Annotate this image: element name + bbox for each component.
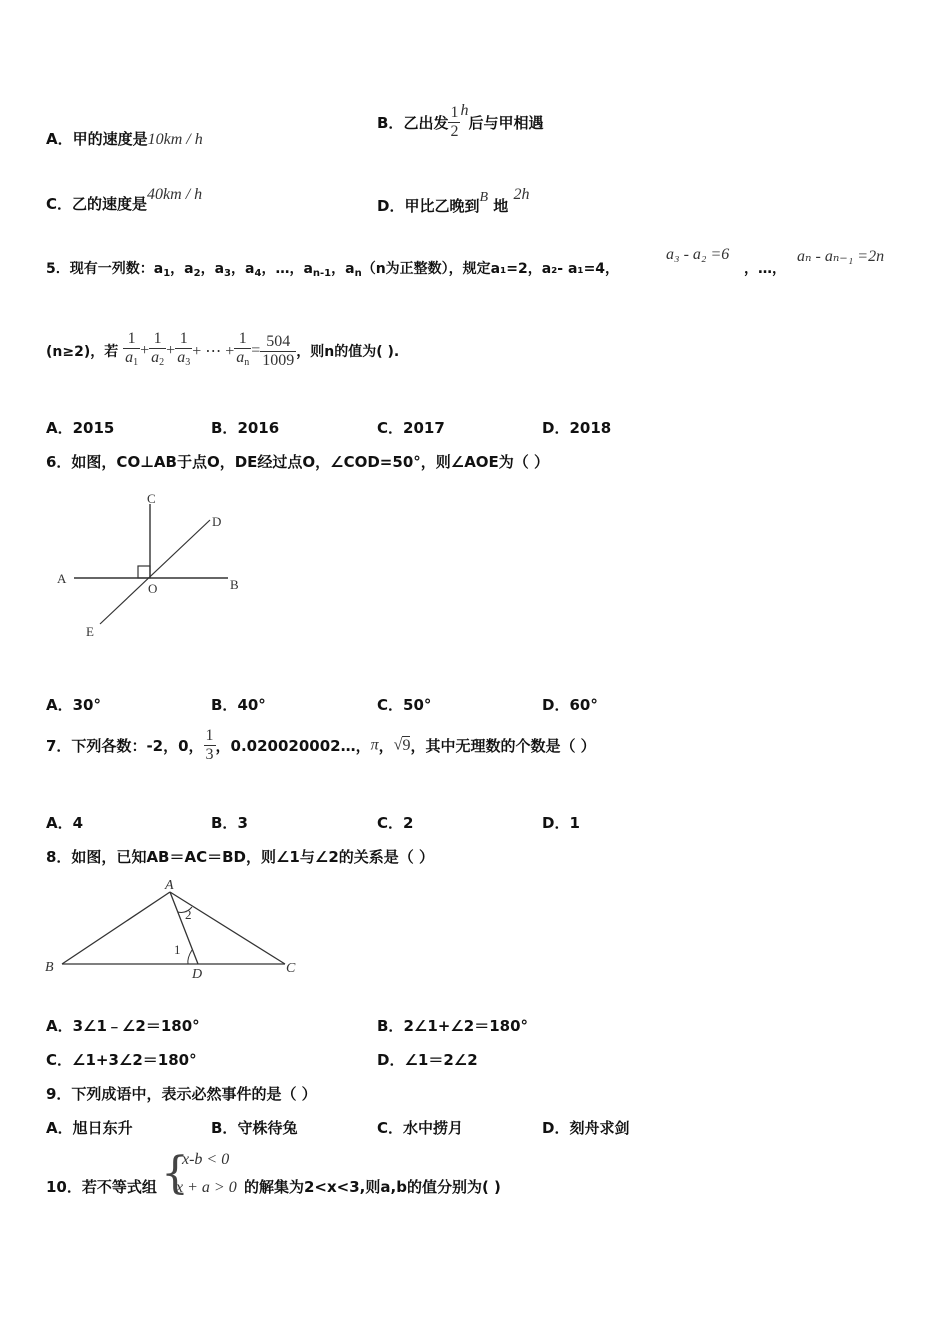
label-c: C: [286, 961, 296, 976]
q10-ineq-2: x + a > 0: [176, 1179, 237, 1196]
q6-option-c[interactable]: C．50°: [377, 696, 432, 714]
frac-1-a2: $\frac{1}{a_2}$: [151, 330, 165, 368]
q10-post: 的解集为2<x<3,则a,b的值分别为( ): [244, 1178, 501, 1196]
pi-symbol: π: [370, 736, 379, 754]
q5-option-b[interactable]: B．2016: [211, 419, 280, 437]
q5-option-d[interactable]: D．2018: [542, 419, 612, 437]
q7-stem: 7．下列各数：-2，0， $\frac{1}{3}$ ，0.020020002…，π，√9，其中无理数的个数是（ ）: [46, 727, 596, 763]
frac-1-an: $\frac{1}{a_n}$: [236, 330, 250, 368]
label-a: A: [165, 878, 174, 893]
q10-pre: 10．若不等式组: [46, 1178, 157, 1196]
q10-brace: {: [161, 1148, 189, 1199]
label-d: D: [192, 967, 203, 982]
q7-pre: 7．下列各数：-2，0，: [46, 737, 204, 755]
q9-option-d[interactable]: D．刻舟求剑: [542, 1119, 630, 1137]
q8-option-a[interactable]: A．3∠1﹣∠2＝180°: [46, 1017, 200, 1035]
q8-option-d[interactable]: D．∠1＝2∠2: [377, 1051, 478, 1069]
q5-option-a[interactable]: A．2015: [46, 419, 115, 437]
sqrt-value: 9: [402, 736, 411, 754]
option-label: C．: [46, 195, 73, 213]
label-e: E: [86, 624, 94, 639]
option-math: 2h: [513, 186, 530, 203]
option-math: h: [460, 102, 469, 119]
frac-rhs: $\frac{504}{1009}$: [262, 332, 295, 369]
q6-figure: [50, 486, 260, 646]
q9-option-a[interactable]: A．旭日东升: [46, 1119, 133, 1137]
q6-stem: 6．如图，CO⊥AB于点O，DE经过点O，∠COD=50°，则∠AOE为（ ）: [46, 453, 550, 471]
q6-option-a[interactable]: A．30°: [46, 696, 101, 714]
q10-ineq-1: x-b < 0: [182, 1151, 230, 1168]
q7-option-d[interactable]: D．1: [542, 814, 580, 832]
option-text: 甲比乙晚到: [404, 197, 480, 215]
right-angle-mark: [138, 566, 150, 578]
q5-note: （n为正整数），规定: [361, 261, 491, 277]
option-label: D．: [377, 197, 405, 215]
option-label: A．: [46, 130, 73, 148]
frac-one-third: $\frac{1}{3}$: [205, 727, 214, 763]
option-math: 10km / h: [147, 131, 203, 148]
label-angle-2: 2: [185, 907, 192, 922]
q9-option-b[interactable]: B．守株待兔: [211, 1119, 298, 1137]
label-angle-1: 1: [174, 942, 181, 957]
option-math: B: [479, 190, 489, 205]
q7-post: ，其中无理数的个数是（ ）: [410, 737, 596, 755]
q5-eq2: aₙ - aₙ₋₁ =2n: [797, 248, 885, 265]
option-math: 40km / h: [147, 186, 203, 203]
q6-option-d[interactable]: D．60°: [542, 696, 598, 714]
q6-option-b[interactable]: B．40°: [211, 696, 266, 714]
segment-ab: [62, 892, 170, 964]
frac-1-a1: $\frac{1}{a_1}$: [125, 330, 139, 368]
q8-option-b[interactable]: B．2∠1+∠2＝180°: [377, 1017, 529, 1035]
q8-stem: 8．如图，已知AB＝AC＝BD，则∠1与∠2的关系是（ ）: [46, 848, 434, 866]
q4-option-b[interactable]: [377, 102, 543, 141]
option-label: B．: [377, 114, 404, 132]
label-c: C: [147, 491, 156, 506]
q4-option-a[interactable]: [46, 128, 203, 149]
q7-option-b[interactable]: B．3: [211, 814, 248, 832]
fraction: [448, 104, 460, 141]
q9-option-c[interactable]: C．水中捞月: [377, 1119, 464, 1137]
frac-1-a3: $\frac{1}{a_3}$: [177, 330, 191, 368]
q5-cond: (n≥2)，若: [46, 344, 119, 360]
q5-rule: a₁=2，a₂- a₁=4，: [490, 261, 620, 277]
q5-line2: (n≥2)，若 $\frac{1}{a_1}$ + $\frac{1}{a_2}$ + $\frac{1}{a_3}$ + ⋯ + $\frac{1}{a_n}$ = $\frac{504}{1009}$ ，则n的值为( ).: [46, 330, 399, 372]
frac-den: 2: [450, 123, 459, 140]
frac-num: 1: [450, 104, 459, 121]
option-text: 后与甲相遇: [468, 114, 544, 132]
label-o: O: [148, 581, 158, 596]
segment-ac: [170, 892, 285, 964]
q5-intro: 5．现有一列数：: [46, 261, 154, 277]
label-a: A: [57, 571, 67, 586]
q5-line1: 5．现有一列数：$a_1$，$a_2$，$a_3$，$a_4$，…，$a_{n-1}$，$a_n(n$为正整数），规定a₁=2，a₂- a₁=4，: [46, 261, 620, 279]
sqrt-9: [394, 736, 411, 754]
q8-figure: [42, 874, 300, 982]
q5-eq1: a₃ - a₂ =6: [666, 246, 730, 263]
q9-stem: 9．下列成语中，表示必然事件的是（ ）: [46, 1085, 317, 1103]
q5-eq-sep: ，…，: [744, 261, 786, 277]
line-de: [100, 520, 210, 624]
q7-mid: ，0.020020002…，: [215, 737, 371, 755]
sqrt-sign: √: [393, 736, 403, 754]
label-d: D: [212, 514, 222, 529]
angle-1-arc: [188, 950, 192, 964]
option-text: 乙的速度是: [72, 195, 148, 213]
q7-option-c[interactable]: C．2: [377, 814, 414, 832]
option-text: 甲的速度是: [72, 130, 148, 148]
label-b: B: [230, 577, 239, 592]
label-b: B: [45, 960, 54, 975]
option-text: 乙出发: [403, 114, 449, 132]
q4-option-c[interactable]: [46, 186, 202, 214]
q5-tail: ，则n的值为( ).: [296, 344, 400, 360]
q4-option-d[interactable]: [377, 186, 530, 216]
q5-option-c[interactable]: C．2017: [377, 419, 445, 437]
q7-option-a[interactable]: A．4: [46, 814, 84, 832]
option-text: 地: [493, 197, 509, 215]
q8-option-c[interactable]: C．∠1+3∠2＝180°: [46, 1051, 197, 1069]
